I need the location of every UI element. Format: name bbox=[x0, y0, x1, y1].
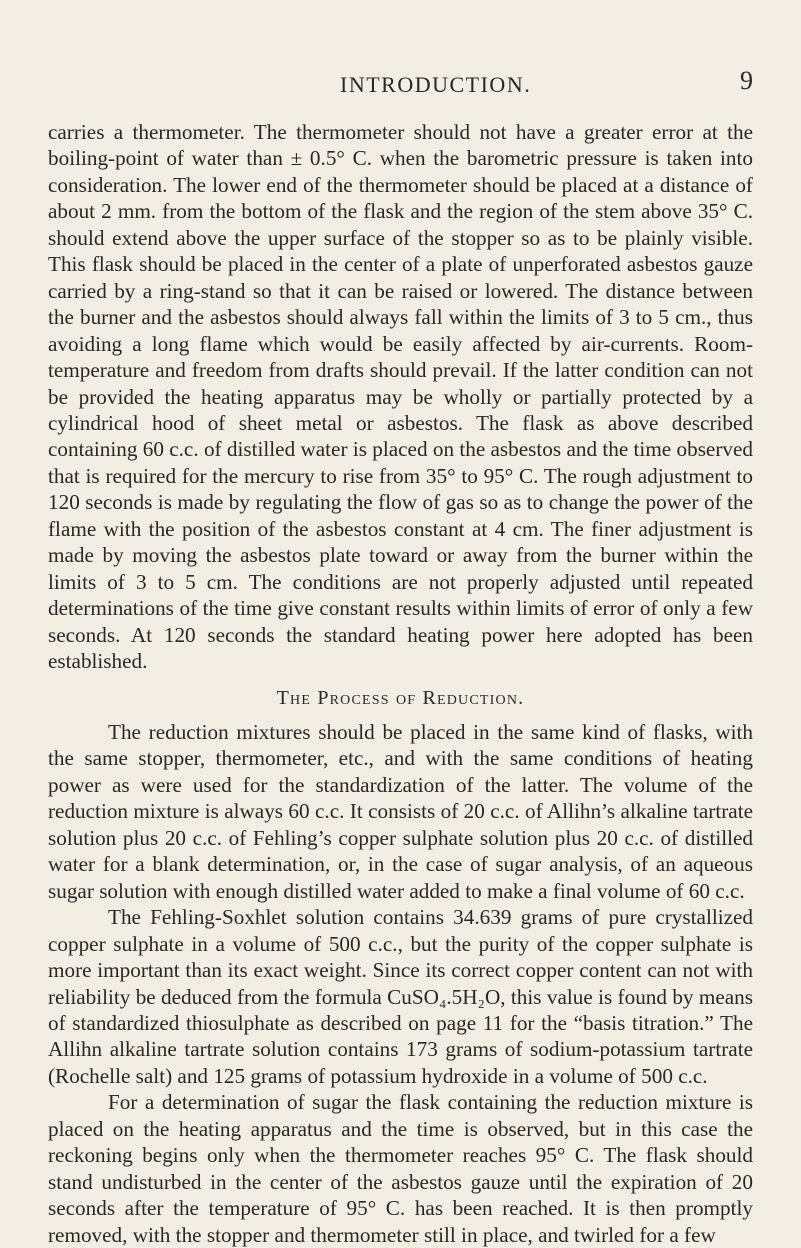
page-header bbox=[48, 66, 761, 100]
paragraph: For a determination of sugar the flask containing the reduction mixture is placed on the heating apparatus and the time is observed, but in this case the reckoning begins only when the thermometer reaches 95° C. The flask should stand undisturbed in the center of the asbestos gauze until the expiration of 20 seconds after the temperature of 95° C. has been reached. It is then promptly removed, with the stopper and thermometer still in place, and twirled for a few bbox=[48, 1090, 753, 1247]
section-heading: The Process of Reduction. bbox=[276, 686, 525, 709]
paragraph: The reduction mixtures should be placed in the same kind of flasks, with the same stopper, thermometer, etc., and with the same conditions of heating power as were used for the standardization of the latter. The volume of the reduction mixture is always 60 c.c. It consists of 20 c.c. of Allihn’s alkaline tartrate solution plus 20 c.c. of Fehling’s copper sulphate solution plus 20 c.c. of distilled water for a blank determination, or, in the case of sugar analysis, of an aqueous sugar solution with enough distilled water added to make a final volume of 60 c.c. bbox=[48, 719, 753, 903]
paragraph: The Fehling-Soxhlet solution contains 34.639 grams of pure crystallized copper sulphate in a volume of 500 c.c., but the purity of the copper sulphate is more important than its exact weight. Since its correct copper content can not with reliability be deduced from the formula CuSO₄.5H₂O, this value is found by means of standardized thiosulphate as described on page 11 for the “basis titration.” The Allihn alkaline tartrate solution contains 173 grams of sodium-potassium tartrate (Rochelle salt) and 125 grams of potassium hydroxide in a volume of 500 c.c. bbox=[48, 905, 753, 1088]
page-body bbox=[48, 119, 753, 1248]
paragraph: carries a thermometer. The thermometer should not have a greater error at the boiling-point of water than ± 0.5° C. when the barometric pressure is taken into consideration. The lower end of the thermometer should be placed at a distance of about 2 mm. from the bottom of the flask and the region of the stem above 35° C. should extend above the upper surface of the stopper so as to be plainly visible. This flask should be placed in the center of a plate of unperforated asbestos gauze carried by a ring-stand so that it can be raised or lowered. The distance between the burner and the asbestos should always fall within the limits of 3 to 5 cm., thus avoiding a long flame which would be easily affected by air-currents. Room-temperature and freedom from drafts should prevail. If the latter condition can not be provided the heating apparatus may be wholly or partially protected by a cylindrical hood of sheet metal or asbestos. The flask as above described containing 60 c.c. of distilled water is placed on the asbestos and the time observed that is required for the mercury to rise from 35° to 95° C. The rough adjustment to 120 seconds is made by regulating the flow of gas so as to change the power of the flame with the position of the asbestos constant at 4 cm. The finer adjustment is made by moving the asbestos plate toward or away from the burner within the limits of 3 to 5 cm. The conditions are not properly adjusted until repeated determinations of the time give constant results within limits of error of only a few seconds. At 120 seconds the standard heating power here adopted has been established. bbox=[48, 120, 753, 674]
page-number: 9 bbox=[740, 66, 753, 95]
running-title: INTRODUCTION. bbox=[340, 72, 532, 97]
